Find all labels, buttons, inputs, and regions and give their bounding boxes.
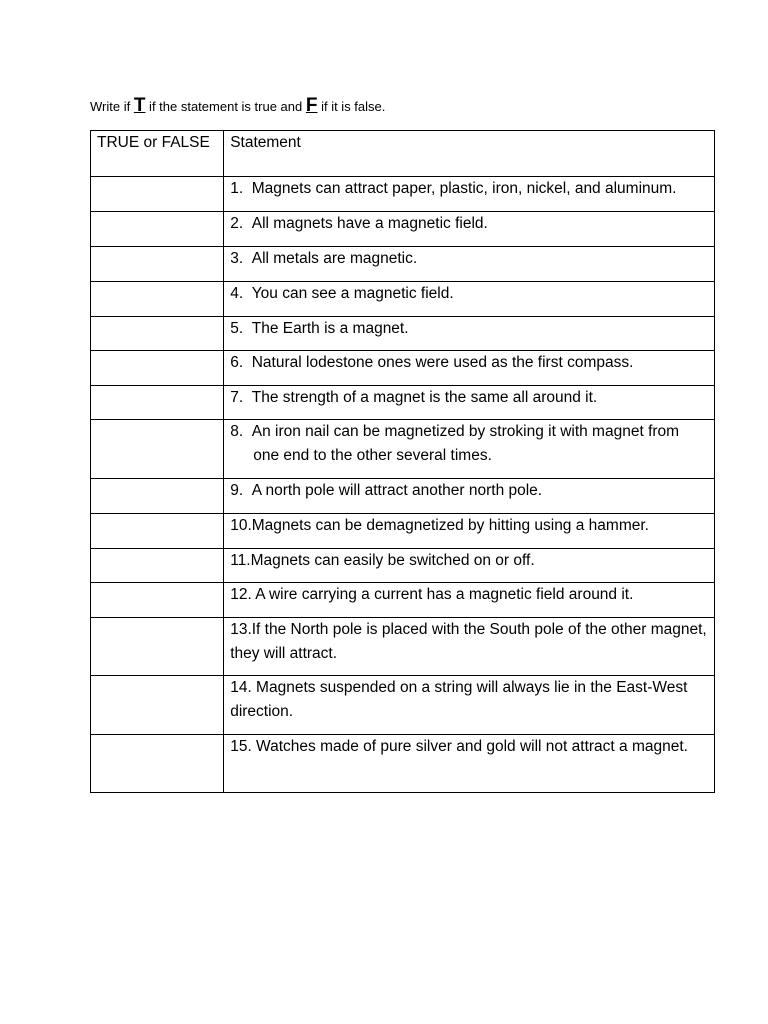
table-row [91,549,715,583]
answer-field[interactable] [91,676,223,700]
answer-field[interactable] [91,317,223,341]
table-row [91,479,715,514]
statement-cell [224,420,715,479]
answer-cell[interactable] [91,676,224,735]
answer-field[interactable] [91,735,223,759]
instructions [90,95,385,118]
answer-field[interactable] [91,618,223,642]
statement-text: 9. A north pole will attract another north pole. [230,482,543,499]
statement-text: 7. The strength of a magnet is the same all around it. [230,389,598,406]
table-row [91,212,715,247]
statement-text: 14. Magnets suspended on a string will always lie in the East-West direction. [230,679,688,720]
statement-text: 10.Magnets can be demagnetized by hitting using a hammer. [230,517,649,534]
statement-text: 8. An iron nail can be magnetized by stroking it with magnet from one end to the other several times. [230,423,680,464]
statement-text: 6. Natural lodestone ones were used as the first compass. [230,354,634,371]
table-row [91,317,715,351]
answer-field[interactable] [91,583,223,607]
table-row [91,583,715,618]
answer-cell[interactable] [91,177,224,212]
statement-cell [224,247,715,282]
table-row [91,247,715,282]
answer-field[interactable] [91,479,223,503]
answer-field[interactable] [91,177,223,201]
table-row [91,514,715,549]
statement-cell [224,549,715,583]
answer-cell[interactable] [91,479,224,514]
answer-cell[interactable] [91,317,224,351]
answer-field[interactable] [91,247,223,271]
statement-cell [224,351,715,386]
true-false-table [90,130,715,793]
statement-text: 4. You can see a magnetic field. [230,285,454,302]
statement-cell [224,212,715,247]
header-statement: Statement [224,131,715,177]
statement-text: 11.Magnets can easily be switched on or off. [230,552,535,569]
answer-cell[interactable] [91,351,224,386]
answer-field[interactable] [91,514,223,538]
instructions-part-1: Write if [90,99,134,114]
answer-cell[interactable] [91,618,224,676]
answer-field[interactable] [91,282,223,306]
table-row [91,618,715,676]
false-letter: F [305,95,318,116]
statement-text: 2. All magnets have a magnetic field. [230,215,488,232]
statement-cell [224,618,715,676]
statement-cell [224,479,715,514]
answer-cell[interactable] [91,282,224,317]
table-row [91,676,715,735]
answer-cell[interactable] [91,420,224,479]
statement-text: 15. Watches made of pure silver and gold will not attract a magnet. [230,738,688,755]
answer-cell[interactable] [91,735,224,793]
table-header-row [91,131,715,177]
table-row [91,282,715,317]
statement-cell [224,583,715,618]
answer-field[interactable] [91,212,223,236]
statement-cell [224,735,715,793]
statement-cell [224,177,715,212]
answer-cell[interactable] [91,514,224,549]
table-row [91,177,715,212]
table-row [91,420,715,479]
statement-text: 13.If the North pole is placed with the South pole of the other magnet, they will attract. [230,621,707,662]
instructions-part-3: if it is false. [317,99,386,114]
true-letter: T [133,95,146,116]
answer-field[interactable] [91,351,223,375]
answer-cell[interactable] [91,247,224,282]
statement-text: 3. All metals are magnetic. [230,250,418,267]
answer-cell[interactable] [91,212,224,247]
header-true-or-false: TRUE or FALSE [91,131,224,177]
statement-text: 1. Magnets can attract paper, plastic, iron, nickel, and aluminum. [230,180,677,197]
table-row [91,735,715,793]
statement-cell [224,386,715,420]
statement-cell [224,317,715,351]
instructions-part-2: if the statement is true and [145,99,306,114]
answer-cell[interactable] [91,583,224,618]
statement-cell [224,676,715,735]
answer-field[interactable] [91,549,223,573]
answer-cell[interactable] [91,549,224,583]
statement-rows [91,177,715,793]
answer-cell[interactable] [91,386,224,420]
statement-text: 12. A wire carrying a current has a magnetic field around it. [230,586,634,603]
answer-field[interactable] [91,386,223,410]
answer-field[interactable] [91,420,223,444]
table-row [91,386,715,420]
table-row [91,351,715,386]
statement-cell [224,514,715,549]
statement-cell [224,282,715,317]
statement-text: 5. The Earth is a magnet. [230,320,409,337]
